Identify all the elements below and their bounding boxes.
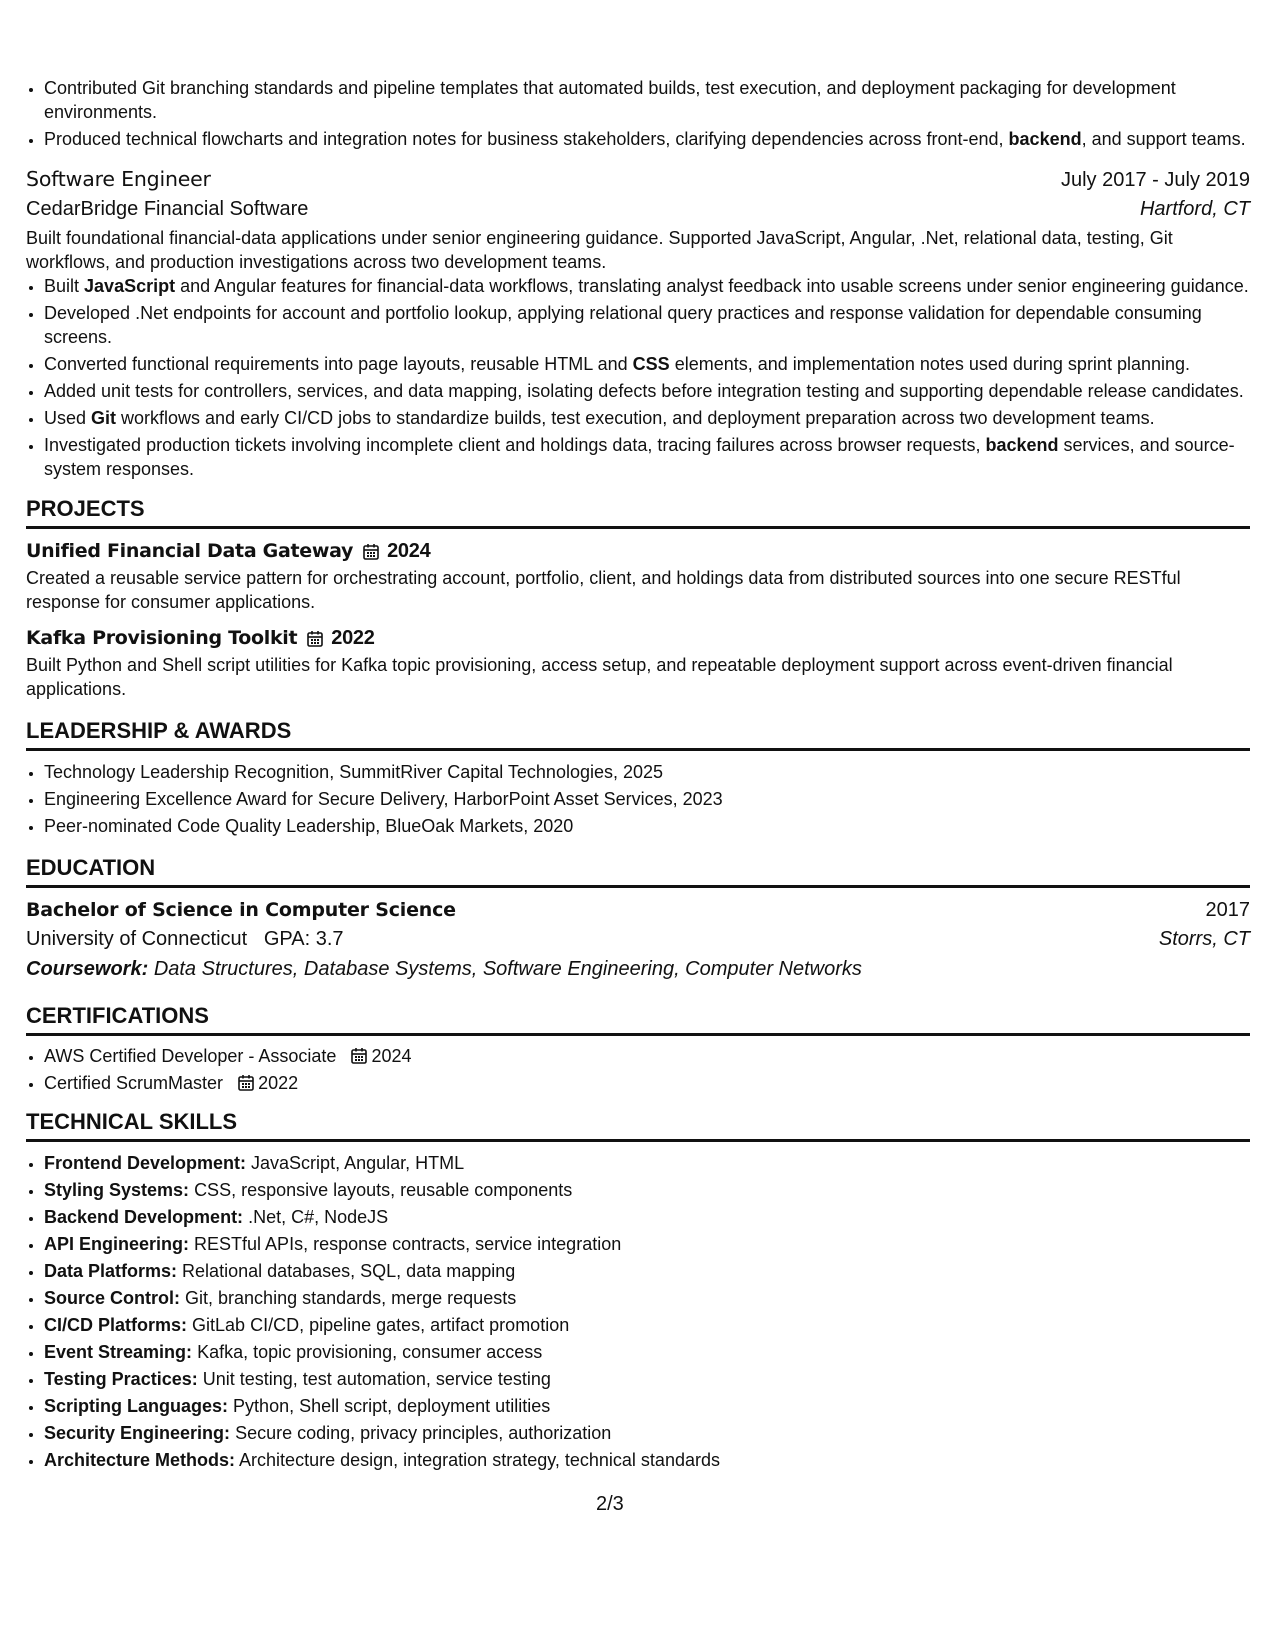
skill-value: RESTful APIs, response contracts, service integration [194,1234,622,1254]
certification-name: AWS Certified Developer - Associate [44,1046,337,1066]
skill-item [44,1151,1250,1175]
project-year: 2022 [331,627,375,649]
skill-value: Kafka, topic provisioning, consumer access [197,1342,543,1362]
projects-list [26,538,1250,701]
bullet-keyword: CSS [632,354,670,374]
bullet-keyword: Git [91,408,117,428]
resume-page [26,0,1250,1475]
skill-value: JavaScript, Angular, HTML [251,1153,465,1173]
bullet-keyword: JavaScript [84,276,176,296]
skill-label: Backend Development: [44,1207,244,1227]
skill-label: Frontend Development: [44,1153,247,1173]
skill-item [44,1232,1250,1256]
bullet-text: , and support teams. [1081,129,1246,149]
coursework-label: Coursework: [26,958,149,980]
skill-item [44,1367,1250,1391]
skill-value: Secure coding, privacy principles, authorization [235,1423,612,1443]
projects-heading: PROJECTS [26,495,1250,529]
bullet-text: Converted functional requirements into page layouts, reusable HTML and [44,354,633,374]
calendar-icon [307,630,323,647]
skill-item [44,1448,1250,1472]
calendar-icon [351,1047,367,1064]
calendar-icon [238,1074,254,1091]
skill-label: Styling Systems: [44,1180,190,1200]
project-title: Unified Financial Data Gateway [26,540,354,562]
degree: Bachelor of Science in Computer Science [26,899,456,921]
skill-item [44,1286,1250,1310]
job-title: Software Engineer [26,167,211,191]
skill-label: Architecture Methods: [44,1450,236,1470]
bullet-text: Built [44,276,85,296]
leadership-list [26,760,1250,838]
project-description: Created a reusable service pattern for orchestrating account, portfolio, client, and holdings data from distributed sources into one secure RESTful response for consumer applications. [26,568,1181,612]
skill-label: Scripting Languages: [44,1396,229,1416]
skill-item [44,1340,1250,1364]
prior-job-bullet [44,127,1250,151]
award-item: • Technology Leadership Recognition, SummitRiver Capital Technologies, 2025 [44,760,1250,784]
certification-year: 2022 [258,1073,299,1093]
skill-label: CI/CD Platforms: [44,1315,188,1335]
job-bullet [44,274,1250,298]
bullet-text: workflows and early CI/CD jobs to standardize builds, test execution, and deployment preparation across two development teams. [116,408,1155,428]
project-description: Built Python and Shell script utilities for Kafka topic provisioning, access setup, and repeatable deployment support across event-driven financial applications. [26,655,1173,699]
skill-value: Git, branching standards, merge requests [185,1288,517,1308]
bullet-text: Developed .Net endpoints for account and portfolio lookup, applying relational query practices and response validation for dependable consuming screens. [44,303,1202,347]
education-block [26,896,1250,984]
coursework-list: Data Structures, Database Systems, Software Engineering, Computer Networks [153,958,862,980]
job-header [26,165,1250,194]
job-bullet [44,406,1250,430]
skill-value: Unit testing, test automation, service testing [202,1369,551,1389]
project-title-row [26,625,1250,651]
bullet-text: Produced technical flowcharts and integration notes for business stakeholders, clarifying dependencies across front-end, [44,129,1009,149]
skill-item [44,1178,1250,1202]
skills-heading: TECHNICAL SKILLS [26,1108,1250,1142]
skill-item [44,1259,1250,1283]
certification-name: Certified ScrumMaster [44,1073,224,1093]
job-company: CedarBridge Financial Software [26,198,309,220]
bullet-text: Contributed Git branching standards and pipeline templates that automated builds, test execution, and deployment packaging for development environments. [44,78,1176,122]
job-bullet [44,433,1250,481]
project-year: 2024 [387,540,431,562]
prior-job-bullets [26,76,1250,151]
project-item [26,625,1250,701]
bullet-keyword: backend [1008,129,1082,149]
skill-item [44,1313,1250,1337]
skill-label: Event Streaming: [44,1342,193,1362]
bullet-text: and Angular features for financial-data workflows, translating analyst feedback into usable screens under senior engineering guidance. [175,276,1249,296]
certification-year: 2024 [371,1046,412,1066]
skill-label: Data Platforms: [44,1261,178,1281]
certification-item [44,1071,1250,1095]
job-summary: Built foundational financial-data applications under senior engineering guidance. Supported JavaScript, Angular, .Net, relational data, testing, Git workflows, and production investigations across two development teams. [26,228,1173,272]
skill-item [44,1394,1250,1418]
skill-label: Testing Practices: [44,1369,198,1389]
education-location: Storrs, CT [1158,928,1250,950]
certifications-list [26,1044,1250,1095]
award-item: • Engineering Excellence Award for Secure Delivery, HarborPoint Asset Services, 2023 [44,787,1250,811]
gpa: GPA: 3.7 [263,928,344,950]
certifications-heading: CERTIFICATIONS [26,1002,1250,1036]
skill-item [44,1205,1250,1229]
job-company-row [26,194,1250,224]
coursework [26,954,1250,984]
skill-value: GitLab CI/CD, pipeline gates, artifact promotion [192,1315,570,1335]
job-bullet [44,379,1250,403]
education-heading: EDUCATION [26,854,1250,888]
bullet-text: Investigated production tickets involving incomplete client and holdings data, tracing failures across browser requests, [44,435,986,455]
job-bullets [26,274,1250,481]
skill-value: Relational databases, SQL, data mapping [182,1261,516,1281]
job-bullet [44,301,1250,349]
skill-label: API Engineering: [44,1234,190,1254]
leadership-heading: LEADERSHIP & AWARDS [26,717,1250,751]
bullet-text: services, and source-system responses. [44,435,1235,479]
bullet-text: elements, and implementation notes used during sprint planning. [669,354,1191,374]
education-year: 2017 [1205,899,1250,921]
skills-list [26,1151,1250,1472]
project-title-row [26,538,1250,564]
job-dates: July 2017 - July 2019 [1060,169,1250,191]
page-number: 2/3 [596,1493,624,1515]
project-item [26,538,1250,614]
skill-label: Source Control: [44,1288,181,1308]
school: University of Connecticut [26,928,248,950]
award-item: • Peer-nominated Code Quality Leadership, BlueOak Markets, 2020 [44,814,1250,838]
job-location: Hartford, CT [1139,198,1250,220]
prior-job-bullet [44,76,1250,124]
project-title: Kafka Provisioning Toolkit [26,627,298,649]
certification-item [44,1044,1250,1068]
skill-value: Architecture design, integration strategy, technical standards [239,1450,720,1470]
bullet-text: Added unit tests for controllers, services, and data mapping, isolating defects before integration testing and supporting dependable release candidates. [44,381,1244,401]
calendar-icon [363,543,379,560]
skill-value: .Net, C#, NodeJS [248,1207,389,1227]
skill-label: Security Engineering: [44,1423,231,1443]
skill-item [44,1421,1250,1445]
bullet-text: Used [44,408,92,428]
skill-value: Python, Shell script, deployment utilities [233,1396,551,1416]
job-bullet [44,352,1250,376]
bullet-keyword: backend [985,435,1059,455]
skill-value: CSS, responsive layouts, reusable components [194,1180,573,1200]
